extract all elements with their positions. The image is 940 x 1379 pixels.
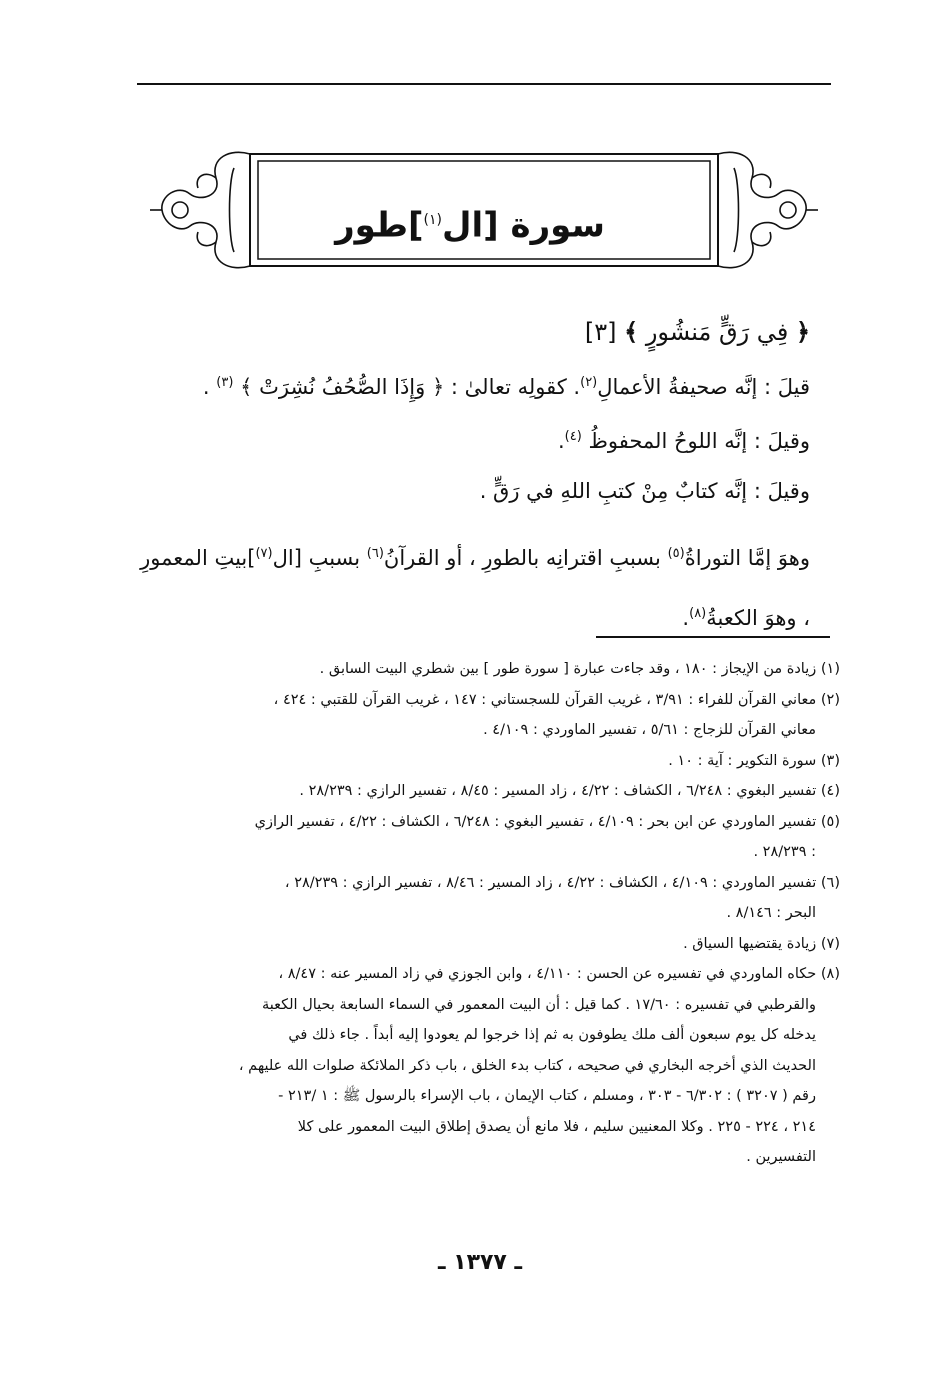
paragraph-text: وقيلَ : إنَّه اللوحُ المحفوظُ [588,429,810,453]
paragraph-3: وقيلَ : إنَّه كتابٌ مِنْ كتبِ اللهِ في رَقٍّ . [479,479,810,503]
footnote-separator [596,636,830,638]
footnote-8-cont: الحديث الذي أخرجه البخاري في صحيحه ، كتاب بدء الخلق ، باب ذكر الملائكة صلوات الله عليهم ، [238,1057,816,1074]
footnote-8-cont: ٢١٤ ، ٢٢٤ - ٢٢٥ . وكلا المعنيين سليم ، فلا مانع أن يصدق إطلاق البيت المعمور على كلا [297,1118,816,1135]
paragraph-text: وهوَ إمَّا التوراةُ [684,546,810,570]
surah-title [280,190,660,250]
footnotes-list [120,654,840,1173]
paragraph-2 [130,420,810,458]
paragraph-text: . كقولِه تعالىٰ : ﴿ وَإِذَا الصُّحُفُ نُشِرَتْ ﴾ [240,375,581,399]
page-number: ـ ١٣٧٧ ـ [437,1250,523,1275]
paragraph-text: . [682,606,690,630]
footnote-8-cont: رقم ( ٣٢٠٧ ) : ٦/٣٠٢ - ٣٠٣ ، ومسلم ، كتاب الإيمان ، باب الإسراء بالرسول ﷺ : ١ /٢١٣ - [278,1088,816,1104]
footnote-ref: (٧) [255,546,273,561]
footnote-5-cont: : ٢٨/٢٣٩ . [753,844,816,860]
footnote-1: (١) زيادة من الإيجاز : ١٨٠ ، وقد جاءت عبارة [ سورة طور ] بين شطري البيت السابق . [319,661,840,677]
verse-text: فِي رَقٍّ مَنشُورٍ [645,318,789,346]
footnote-4: (٤) تفسير البغوي : ٦/٢٤٨ ، الكشاف : ٤/٢٢ ، زاد المسير : ٨/٤٥ ، تفسير الرازي : ٢٨/٢٣٩ . [299,783,840,799]
surah-title-post: ]طور [335,205,424,246]
footnote-3: (٣) سورة التكوير : آية : ١٠ . [668,752,840,769]
footnote-ref: (١) [423,212,442,228]
footnote-ref: (٨) [689,606,707,621]
footnote-8: (٨) حكاه الماوردي في تفسيره عن الحسن : ٤/١١٠ ، وابن الجوزي في زاد المسير عنه : ٨/٤٧ ، [278,966,840,982]
footnote-ref: (٤) [564,429,582,444]
verse-close-bracket: ﴾ [624,318,639,346]
paragraph-1 [130,366,810,404]
paragraph-text: بسببِ [ال [272,546,367,570]
paragraph-text: بسببِ اقترانِه بالطورِ ، أو القرآنُ [383,546,668,570]
paragraph-4 [130,526,810,646]
footnote-8-cont: والقرطبي في تفسيره : ١٧/٦٠ . كما قيل : أن البيت المعمور في السماء السابعة بحيال الكعبة [261,996,816,1013]
footnote-ref: (٢) [580,375,598,390]
paragraph-text: قيلَ : إنَّه صحيفةُ الأعمالِ [597,375,810,399]
verse-open-bracket: ﴿ [795,318,810,346]
footnote-ref: (٥) [667,546,685,561]
footnote-8-cont: يدخله كل يوم سبعون ألف ملك يطوفون به ثم إذا خرجوا لم يعودوا إليه أبداً . جاء ذلك في [288,1027,816,1043]
footnote-6: (٦) تفسير الماوردي : ٤/١٠٩ ، الكشاف : ٤/٢٢ ، زاد المسير : ٨/٤٦ ، تفسير الرازي : ٢٨/٢٣٩ ، [284,874,840,891]
footnote-2-cont: معاني القرآن للزجاج : ٥/٦١ ، تفسير الماوردي : ٤/١٠٩ . [483,722,816,738]
footnote-6-cont: البحر : ٨/١٤٦ . [726,905,816,921]
verse-number: [٣] [584,318,617,346]
footnote-ref: (٦) [366,546,384,561]
footnote-ref: (٣) [216,375,234,390]
footnote-7: (٧) زيادة يقتضيها السياق . [683,935,840,952]
paragraph-text: ]بيتِ المعمورِ ، وهوَ الكعبةُ [140,546,810,630]
quran-verse [130,312,810,352]
footnote-8-cont: التفسيرين . [746,1149,816,1165]
paragraph-text: . [202,375,210,399]
surah-title-pre: سورة [ال [441,205,605,246]
paragraph-text: . [557,429,565,453]
footnote-5: (٥) تفسير الماوردي عن ابن بحر : ٤/١٠٩ ، تفسير البغوي : ٦/٢٤٨ ، الكشاف : ٤/٢٢ ، تفسير الرازي [254,813,840,830]
header-rule [137,83,831,85]
footnote-2: (٢) معاني القرآن للفراء : ٣/٩١ ، غريب القرآن للسجستاني : ١٤٧ ، غريب القرآن للقتبي : ٤٢٤ ، [273,691,840,708]
